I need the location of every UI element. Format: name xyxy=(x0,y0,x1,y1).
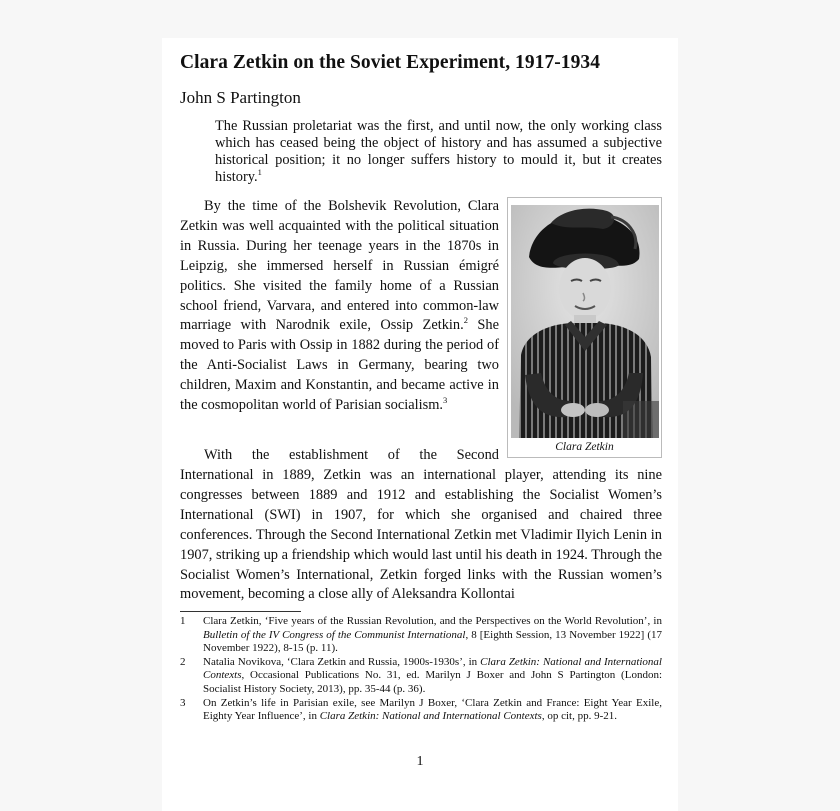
paragraph-text: She moved to Paris with Ossip in 1882 during the period of the Anti-Socialist Laws in Germany, bearing two children, Maxim and Konstantin, and became active in the cosmopolitan world of Parisian socialism. xyxy=(180,317,499,414)
footnote-text: On Zetkin’s life in Parisian exile, see Marilyn J Boxer, ‘Clara Zetkin and France: Eight Year Exile, Eighty Year Influence’, in Clara Zetkin: National and International Contexts, op cit, pp. 9-21. xyxy=(203,696,662,723)
footnote-number: 3 xyxy=(180,696,186,709)
body-paragraph: International in 1889, Zetkin was an international player, attending its nine congresses between 1889 and 1912 and establishing the Socialist Women’s International (SWI) in 1907, for which she organised and chaired three conferences. Through the Second International Zetkin met Vladimir Ilyich Lenin in 1907, striking up a friendship which would last until his death in 1924. Through the Socialist Women’s International, Zetkin forged links with the Russian women’s movement, becoming a close ally of Aleksandra Kollontai xyxy=(180,467,662,603)
footnote xyxy=(180,615,662,656)
footnote-number: 1 xyxy=(180,615,186,627)
portrait-photo xyxy=(511,205,659,438)
footnotes xyxy=(180,615,662,724)
body-paragraph xyxy=(180,197,499,416)
footnote xyxy=(180,656,662,697)
epigraph-quote xyxy=(215,118,662,186)
document-title: Clara Zetkin on the Soviet Experiment, 1917-1934 xyxy=(180,52,601,73)
footnote-ref[interactable]: 3 xyxy=(443,395,448,406)
epigraph-text: The Russian proletariat was the first, and until now, the only working class which has ceased being the object of history and has assumed a subjective historical position; it no longer suffers history to mould it, but it creates history. xyxy=(215,118,662,185)
footnote-divider xyxy=(180,611,301,612)
paragraph-text: With the establishment of the Second xyxy=(204,447,499,463)
figure-caption: Clara Zetkin xyxy=(555,441,614,453)
footnote xyxy=(180,697,662,724)
footnote-ref[interactable]: 2 xyxy=(463,315,468,326)
paragraph-text: By the time of the Bolshevik Revolution, Clara Zetkin was well acquainted with the political situation in Russia. During her teenage years in the 1870s in Leipzig, she immersed herself in Russian émigré politics. She visited the family home of a Russian school friend, Varvara, and entered into common-law marriage with Narodnik exile, Ossip Zetkin. xyxy=(180,198,499,334)
footnote-number: 2 xyxy=(180,655,186,668)
portrait-figure xyxy=(507,197,662,458)
body-paragraph-first-line xyxy=(180,446,499,466)
author-name: John S Partington xyxy=(180,88,301,107)
footnote-text: Natalia Novikova, ‘Clara Zetkin and Russia, 1900s-1930s’, in Clara Zetkin: National and International Contexts, Occasional Publications No. 31, ed. Marilyn J Boxer and John S Partington (London: Socialist History Society, 2013), pp. 35-44 (p. 36). xyxy=(203,655,662,695)
footnote-ref[interactable]: 1 xyxy=(257,167,262,178)
footnote-text: Clara Zetkin, ‘Five years of the Russian Revolution, and the Perspectives on the World Revolution’, in Bulletin of the IV Congress of the Communist International, 8 [Eighth Session, 13 November 1922] (17 November 1922), 8-15 (p. 11). xyxy=(203,615,662,655)
page-number: 1 xyxy=(416,754,424,769)
